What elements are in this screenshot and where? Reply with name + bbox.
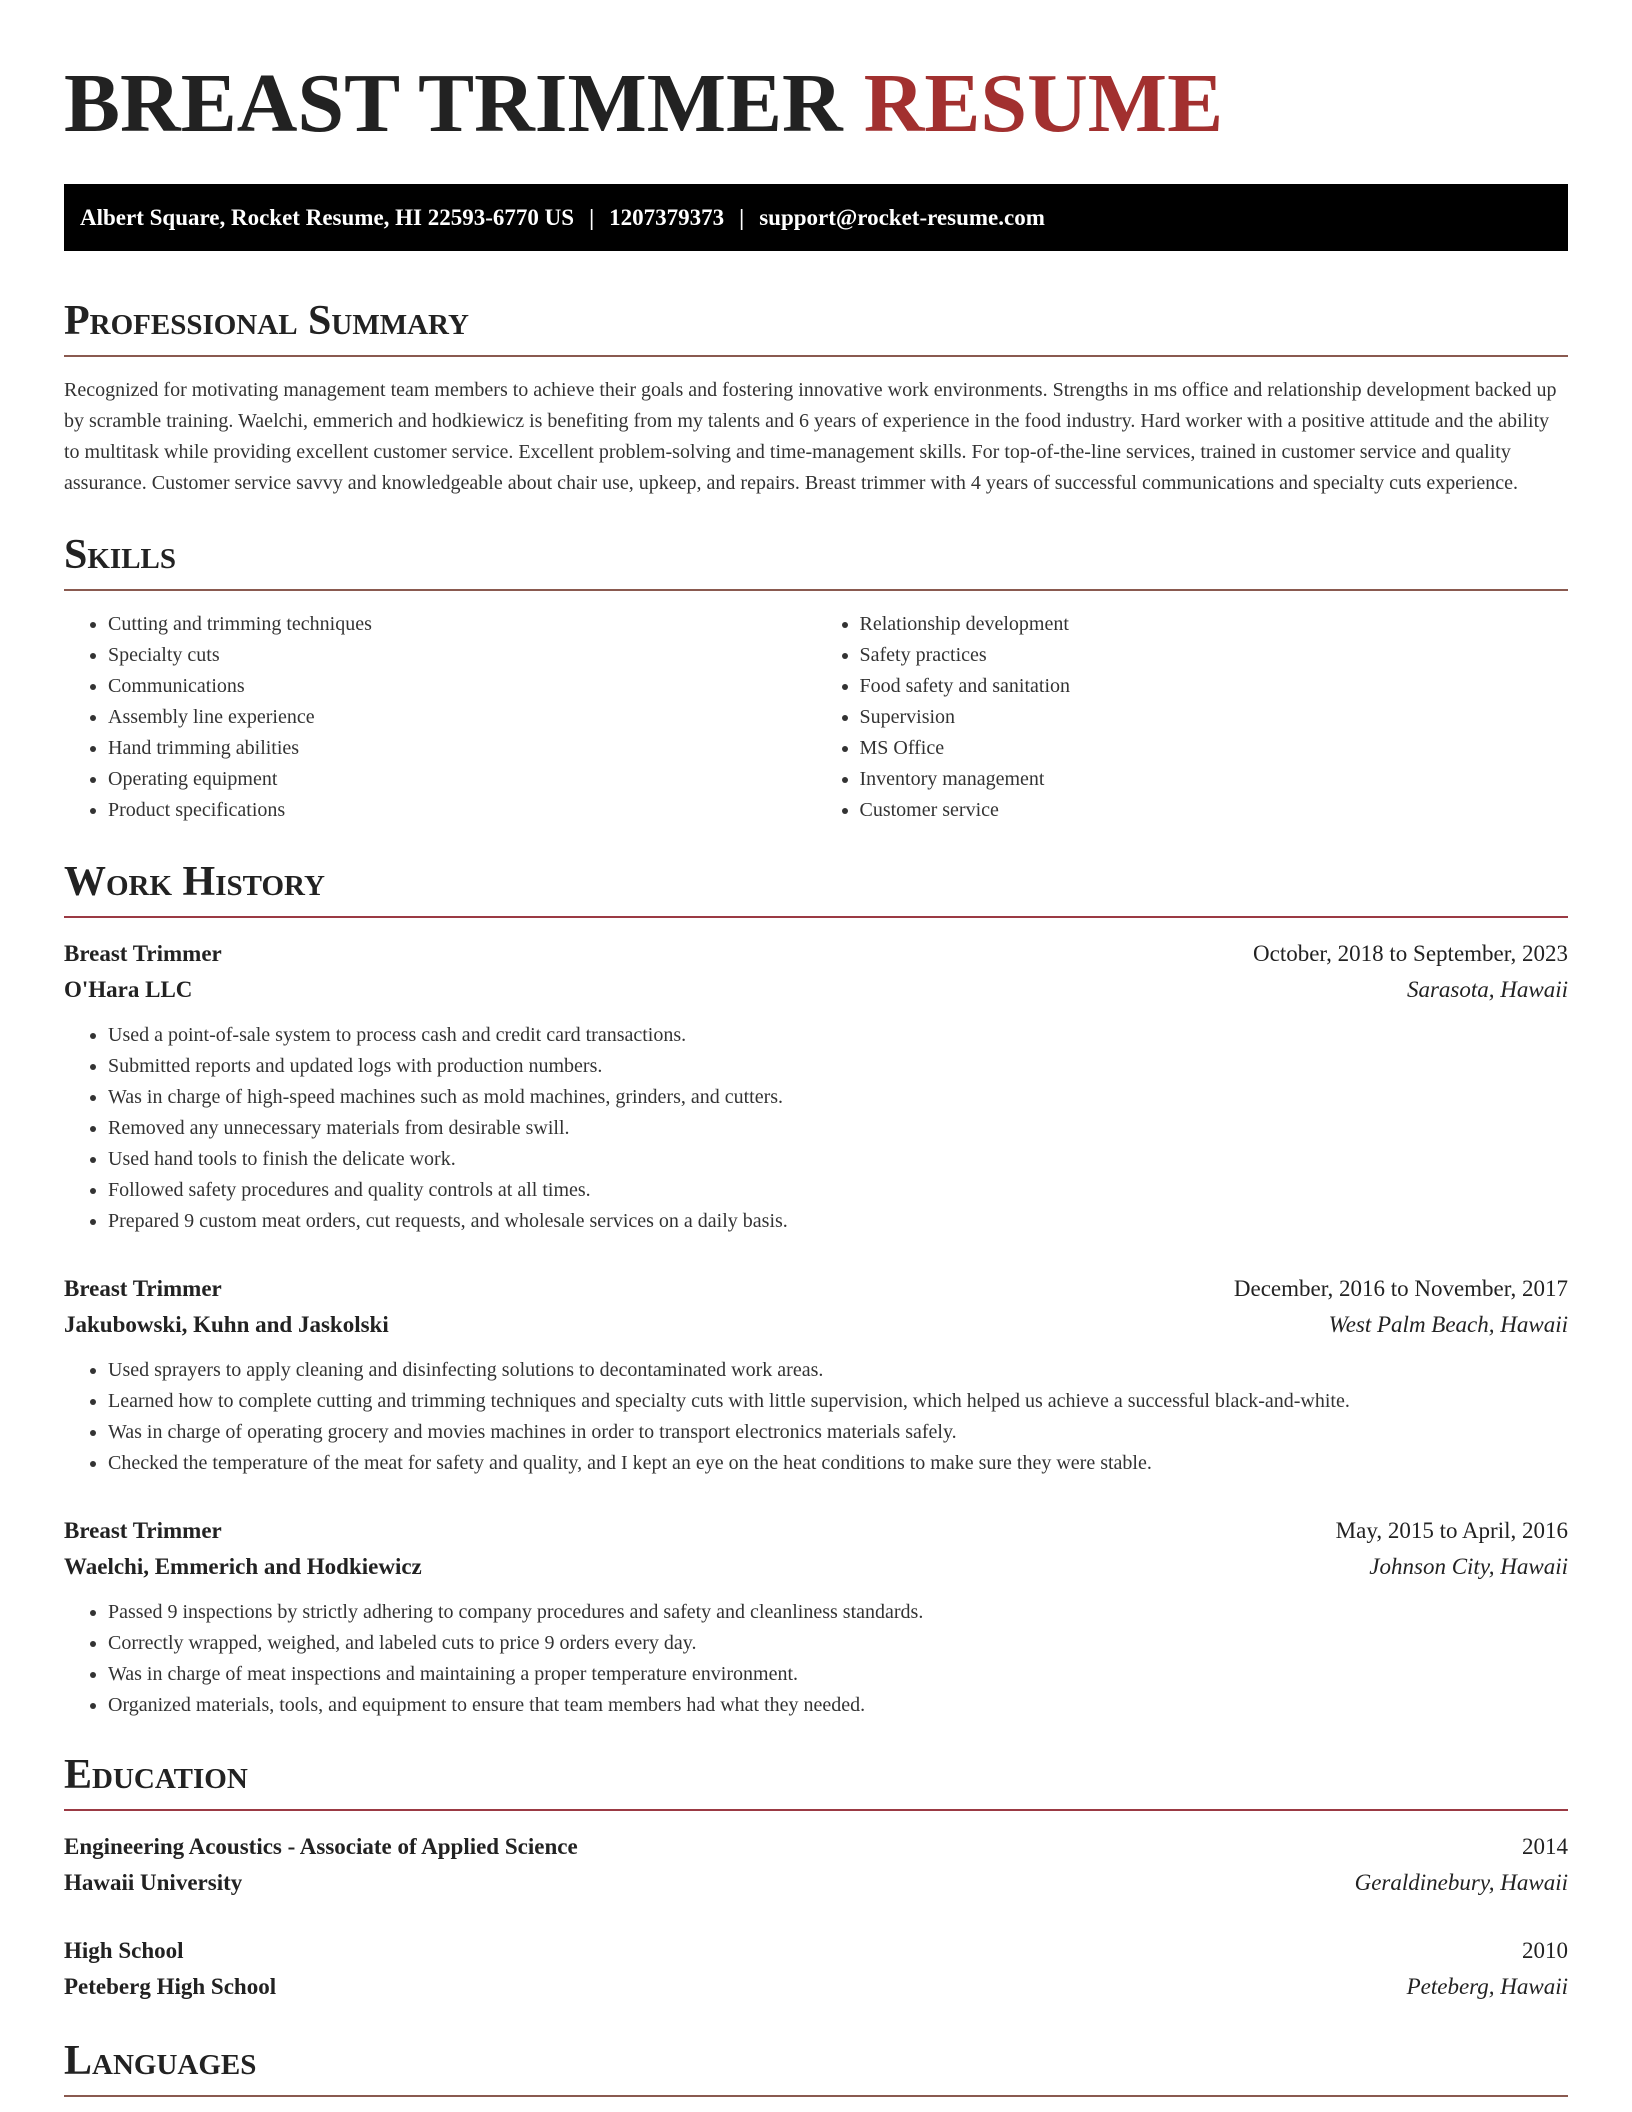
professional-summary-section [64,295,1568,499]
section-title-languages: Languages [64,2035,1568,2097]
skill-item: • Specialty cuts [108,640,817,671]
education-location: Peteberg, Hawaii [1406,1974,1568,1999]
duty-item: • Submitted reports and updated logs with production numbers. [108,1051,1568,1082]
job-company-row [64,1307,1568,1343]
skills-list-left [64,609,817,826]
duty-item: • Used sprayers to apply cleaning and disinfecting solutions to decontaminated work areas. [108,1355,1568,1386]
title-accent: RESUME [863,57,1224,150]
job-duties [64,1020,1568,1237]
duty-item: • Followed safety procedures and quality controls at all times. [108,1175,1568,1206]
job-header-row [64,1271,1568,1307]
job-entry [64,1513,1568,1721]
duty-item: • Passed 9 inspections by strictly adhering to company procedures and safety and cleanliness standards. [108,1597,1568,1628]
education-entry [64,1829,1568,1901]
work-history-section [64,856,1568,1721]
education-degree: Engineering Acoustics - Associate of Applied Science [64,1834,578,1859]
section-title-work-history: Work History [64,856,1568,918]
education-year: 2010 [1522,1938,1568,1963]
contact-bar [64,184,1568,251]
job-entry [64,1271,1568,1479]
skills-list-right [817,609,1569,826]
job-dates: May, 2015 to April, 2016 [1335,1518,1568,1543]
job-title: Breast Trimmer [64,1518,222,1543]
education-school-row [64,1865,1568,1901]
education-header-row [64,1829,1568,1865]
education-school-row [64,1969,1568,2005]
skill-item: • Product specifications [108,795,817,826]
skills-section [64,529,1568,826]
contact-separator: | [739,205,745,230]
education-degree: High School [64,1938,184,1963]
education-school: Peteberg High School [64,1974,277,1999]
section-title-education: Education [64,1749,1568,1811]
duty-item: • Used hand tools to finish the delicate work. [108,1144,1568,1175]
job-dates: December, 2016 to November, 2017 [1233,1276,1568,1301]
job-header-row [64,936,1568,972]
skill-item: • Inventory management [860,764,1569,795]
section-title-summary: Professional Summary [64,295,1568,357]
skills-columns [64,609,1568,826]
skill-item: • MS Office [860,733,1569,764]
contact-email: support@rocket-resume.com [759,205,1045,230]
skill-item: • Customer service [860,795,1569,826]
job-company: Jakubowski, Kuhn and Jaskolski [64,1312,389,1337]
summary-text: Recognized for motivating management team members to achieve their goals and fostering innovative work environments. Strengths in ms office and relationship development backed up by scramble training. Waelchi, emmerich and hodkiewicz is benefiting from my talents and 6 years of experience in the food industry. Hard worker with a positive attitude and the ability to multitask while providing excellent customer service. Excellent problem-solving and time-management skills. For top-of-the-line services, trained in customer service and quality assurance. Customer service savvy and knowledgeable about chair use, upkeep, and repairs. Breast trimmer with 4 years of successful communications and specialty cuts experience. [64,379,1557,494]
job-location: West Palm Beach, Hawaii [1328,1312,1568,1337]
skill-item: • Relationship development [860,609,1569,640]
education-header-row [64,1933,1568,1969]
contact-address: Albert Square, Rocket Resume, HI 22593-6770 US [80,205,575,230]
duty-item: • Used a point-of-sale system to process cash and credit card transactions. [108,1020,1568,1051]
languages-section [64,2035,1568,2097]
education-school: Hawaii University [64,1870,243,1895]
skill-item: • Communications [108,671,817,702]
skill-item: • Cutting and trimming techniques [108,609,817,640]
title-main: BREAST TRIMMER [64,57,843,150]
skill-item: • Assembly line experience [108,702,817,733]
duty-item: • Learned how to complete cutting and trimming techniques and specialty cuts with little supervision, which helped us achieve a successful black-and-white. [108,1386,1568,1417]
duty-item: • Checked the temperature of the meat for safety and quality, and I kept an eye on the heat conditions to make sure they were stable. [108,1448,1568,1479]
job-dates: October, 2018 to September, 2023 [1253,941,1568,966]
job-title: Breast Trimmer [64,941,222,966]
job-company: Waelchi, Emmerich and Hodkiewicz [64,1554,422,1579]
job-company-row [64,972,1568,1008]
education-section [64,1749,1568,2005]
duty-item: • Was in charge of operating grocery and movies machines in order to transport electronics materials safely. [108,1417,1568,1448]
job-header-row [64,1513,1568,1549]
job-duties [64,1355,1568,1479]
duty-item: • Was in charge of meat inspections and maintaining a proper temperature environment. [108,1659,1568,1690]
duty-item: • Prepared 9 custom meat orders, cut requests, and wholesale services on a daily basis. [108,1206,1568,1237]
skill-item: • Food safety and sanitation [860,671,1569,702]
education-year: 2014 [1522,1834,1568,1859]
contact-phone: 1207379373 [609,205,725,230]
duty-item: • Was in charge of high-speed machines such as mold machines, grinders, and cutters. [108,1082,1568,1113]
job-title: Breast Trimmer [64,1276,222,1301]
job-duties [64,1597,1568,1721]
education-entry [64,1933,1568,2005]
skill-item: • Supervision [860,702,1569,733]
job-location: Sarasota, Hawaii [1406,977,1568,1002]
skill-item: • Operating equipment [108,764,817,795]
duty-item: • Removed any unnecessary materials from desirable swill. [108,1113,1568,1144]
education-location: Geraldinebury, Hawaii [1354,1870,1568,1895]
resume-title [64,0,1568,150]
job-entry [64,936,1568,1237]
duty-item: • Correctly wrapped, weighed, and labeled cuts to price 9 orders every day. [108,1628,1568,1659]
skill-item: • Hand trimming abilities [108,733,817,764]
job-company-row [64,1549,1568,1585]
job-company: O'Hara LLC [64,977,193,1002]
skill-item: • Safety practices [860,640,1569,671]
job-location: Johnson City, Hawaii [1369,1554,1568,1579]
duty-item: • Organized materials, tools, and equipment to ensure that team members had what they needed. [108,1690,1568,1721]
section-title-skills: Skills [64,529,1568,591]
contact-separator: | [589,205,595,230]
